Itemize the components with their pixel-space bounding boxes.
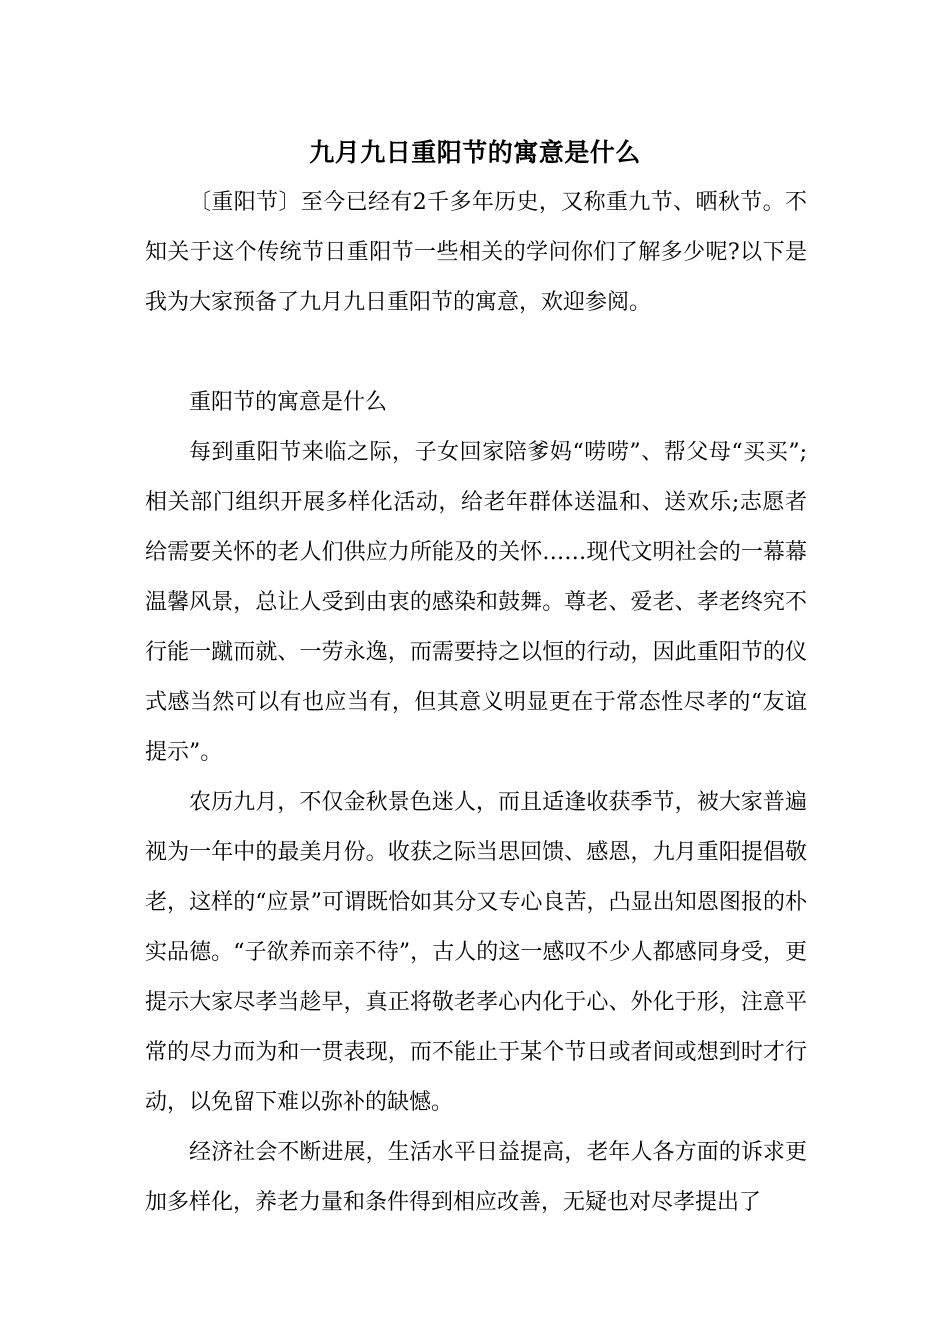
document-body: [145, 178, 807, 1228]
body-paragraph: 每到重阳节来临之际，子女回家陪爹妈“唠唠”、帮父母“买买”;相关部门组织开展多样化活动，给老年群体送温和、送欢乐;志愿者给需要关怀的老人们供应力所能及的关怀……现代文明社会的一幕幕温馨风景，总让人受到由衷的感染和鼓舞。尊老、爱老、孝老终究不行能一蹴而就、一劳永逸，而需要持之以恒的行动，因此重阳节的仪式感当然可以有也应当有，但其意义明显更在于常态性尽孝的“友谊提示”。: [145, 440, 807, 765]
document-title: 九月九日重阳节的寓意是什么: [309, 138, 641, 167]
body-paragraph: 经济社会不断进展，生活水平日益提高，老年人各方面的诉求更加多样化，养老力量和条件得到相应改善，无疑也对尽孝提出了: [145, 1140, 807, 1215]
body-paragraph: 农历九月，不仅金秋景色迷人，而且适逢收获季节，被大家普遍视为一年中的最美月份。收获之际当思回馈、感恩，九月重阳提倡敬老，这样的“应景”可谓既恰如其分又专心良苦，凸显出知恩图报的朴实品德。“子欲养而亲不待”，古人的这一感叹不少人都感同身受，更提示大家尽孝当趁早，真正将敬老孝心内化于心、外化于形，注意平常的尽力而为和一贯表现，而不能止于某个节日或者间或想到时才行动，以免留下难以弥补的缺憾。: [145, 790, 807, 1115]
section-heading: 重阳节的寓意是什么: [189, 390, 388, 415]
intro-paragraph: 〔重阳节〕至今已经有2千多年历史，又称重九节、晒秋节。不知关于这个传统节日重阳节一些相关的学问你们了解多少呢?以下是我为大家预备了九月九日重阳节的寓意，欢迎参阅。: [145, 190, 807, 315]
